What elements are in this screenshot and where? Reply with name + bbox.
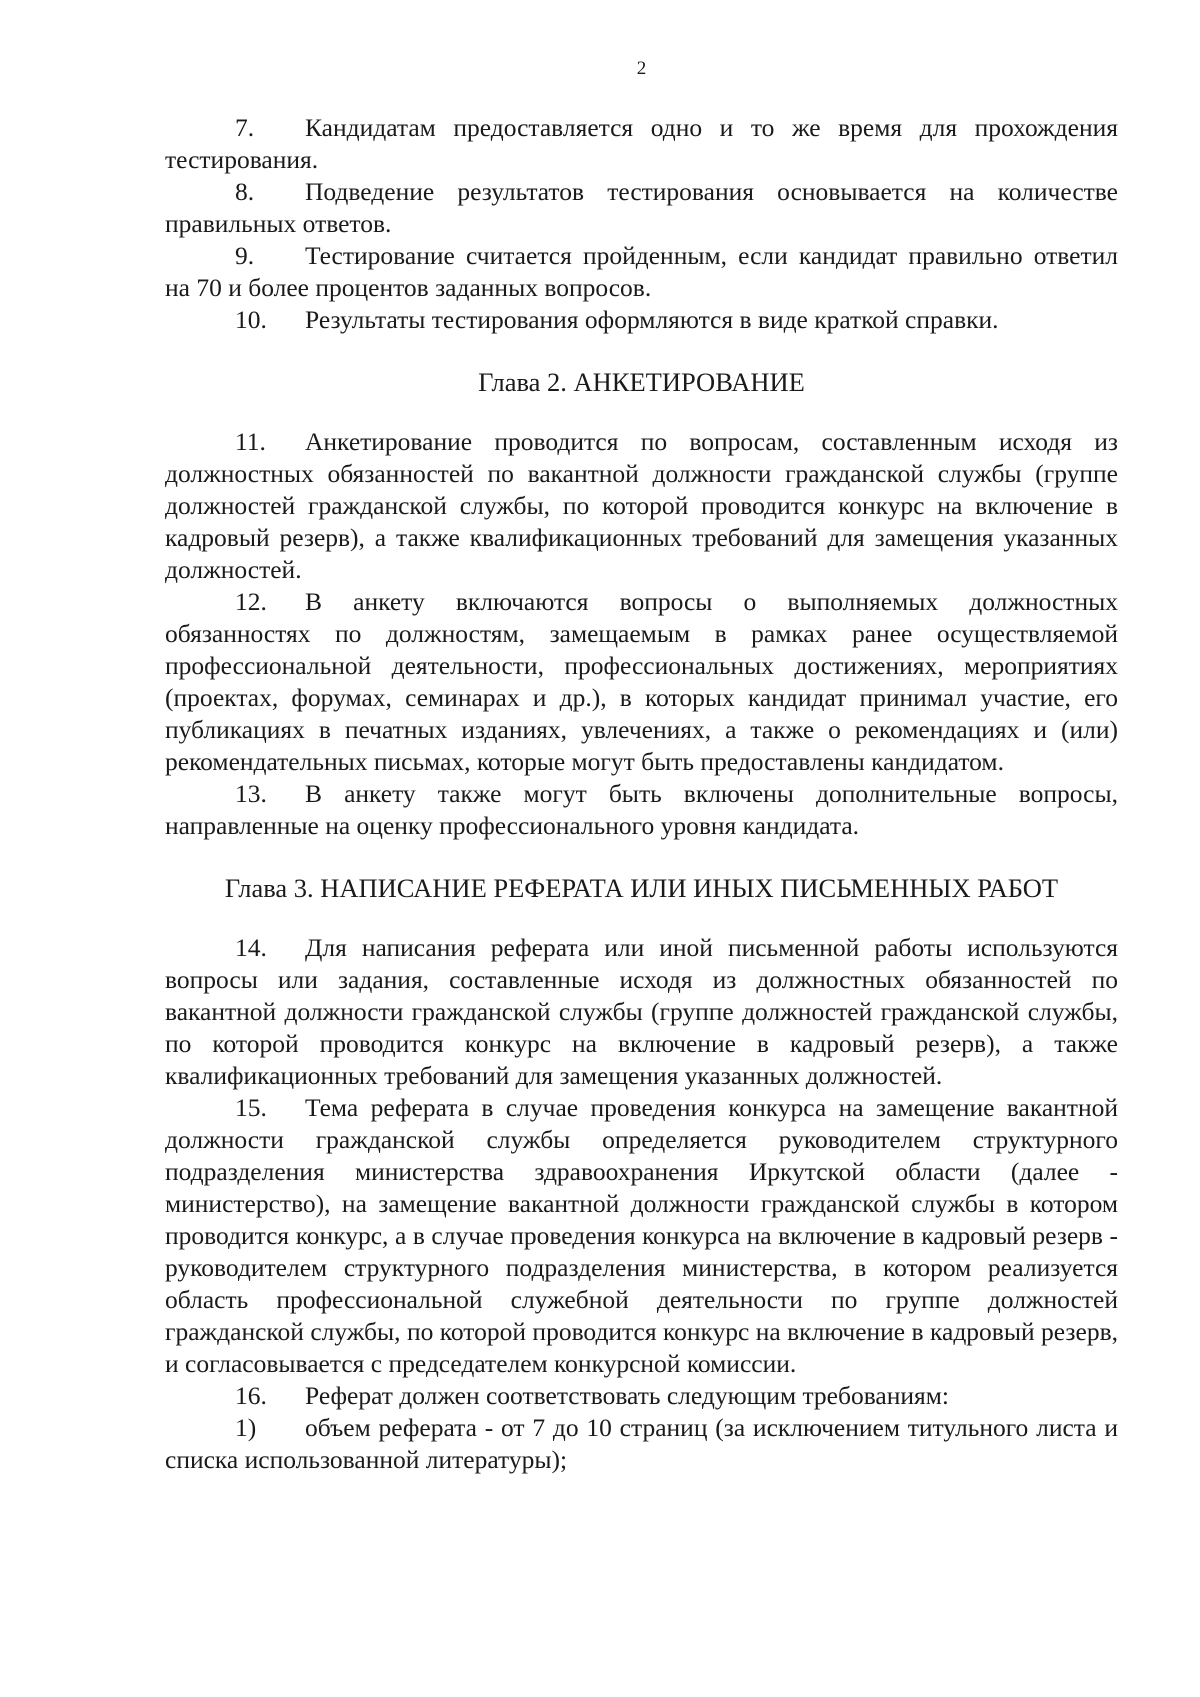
paragraph-number: 7. (235, 113, 255, 142)
paragraph-16 (165, 1380, 1118, 1412)
paragraph-text: Для написания реферата или иной письменной работы используются вопросы или задания, составленные исходя из должностных обязанностей по вакантной должности гражданской службы (группе должностей гражданской службы, по которой проводится конкурс на включение в кадровый резерв), а также квалификационных требований для замещения указанных должностей. (165, 933, 1118, 1090)
paragraph-text: Результаты тестирования оформляются в виде краткой справки. (305, 305, 999, 334)
paragraph-9 (165, 240, 1118, 304)
page-number: 2 (636, 58, 647, 79)
paragraph-14 (165, 932, 1118, 1092)
chapter-3-title: Глава 3. НАПИСАНИЕ РЕФЕРАТА ИЛИ ИНЫХ ПИСЬМЕННЫХ РАБОТ (224, 873, 1059, 903)
list-item-number: 1) (235, 1413, 257, 1442)
list-item-1 (165, 1412, 1118, 1476)
paragraph-text: Кандидатам предоставляется одно и то же время для прохождения тестирования. (165, 113, 1118, 174)
paragraph-8 (165, 176, 1118, 240)
paragraph-text: В анкету также могут быть включены дополнительные вопросы, направленные на оценку профессионального уровня кандидата. (165, 779, 1118, 840)
paragraph-12 (165, 586, 1118, 778)
paragraph-text: В анкету включаются вопросы о выполняемых должностных обязанностях по должностям, замещаемым в рамках ранее осуществляемой профессиональной деятельности, профессиональных достижениях, мероприятиях (проектах, форумах, семинарах и др.), в которых кандидат принимал участие, его публикациях в печатных изданиях, увлечениях, а также о рекомендациях и (или) рекомендательных письмах, которые могут быть предоставлены кандидатом. (165, 587, 1118, 776)
paragraph-text: Реферат должен соответствовать следующим требованиям: (305, 1381, 949, 1410)
chapter-2-title: Глава 2. АНКЕТИРОВАНИЕ (478, 367, 805, 397)
paragraph-10 (165, 304, 1118, 336)
paragraph-number: 16. (235, 1381, 267, 1410)
paragraph-text: Тема реферата в случае проведения конкурса на замещение вакантной должности гражданской службы определяется руководителем структурного подразделения министерства здравоохранения Иркутской области (далее - министерство), на замещение вакантной должности гражданской службы в котором проводится конкурс, а в случае проведения конкурса на включение в кадровый резерв - руководителем структурного подразделения министерства, в котором реализуется область профессиональной служебной деятельности по группе должностей гражданской службы, по которой проводится конкурс на включение в кадровый резерв, и согласовывается с председателем конкурсной комиссии. (165, 1093, 1118, 1378)
paragraph-13 (165, 778, 1118, 842)
paragraph-11 (165, 426, 1118, 586)
paragraph-number: 8. (235, 177, 255, 206)
paragraph-number: 14. (235, 933, 267, 962)
paragraph-number: 13. (235, 779, 267, 808)
paragraph-number: 9. (235, 241, 255, 270)
paragraph-15 (165, 1092, 1118, 1380)
paragraph-number: 11. (235, 427, 266, 456)
paragraph-number: 10. (235, 305, 267, 334)
paragraph-7 (165, 112, 1118, 176)
paragraph-text: Анкетирование проводится по вопросам, составленным исходя из должностных обязанностей по вакантной должности гражданской службы (группе должностей гражданской службы, по которой проводится конкурс на включение в кадровый резерв), а также квалификационных требований для замещения указанных должностей. (165, 427, 1118, 584)
paragraph-number: 15. (235, 1093, 267, 1122)
paragraph-text: Подведение результатов тестирования основывается на количестве правильных ответов. (165, 177, 1118, 238)
paragraph-number: 12. (235, 587, 267, 616)
paragraph-text: Тестирование считается пройденным, если кандидат правильно ответил на 70 и более процентов заданных вопросов. (165, 241, 1118, 302)
list-item-text: объем реферата - от 7 до 10 страниц (за исключением титульного листа и списка использованной литературы); (165, 1413, 1118, 1474)
